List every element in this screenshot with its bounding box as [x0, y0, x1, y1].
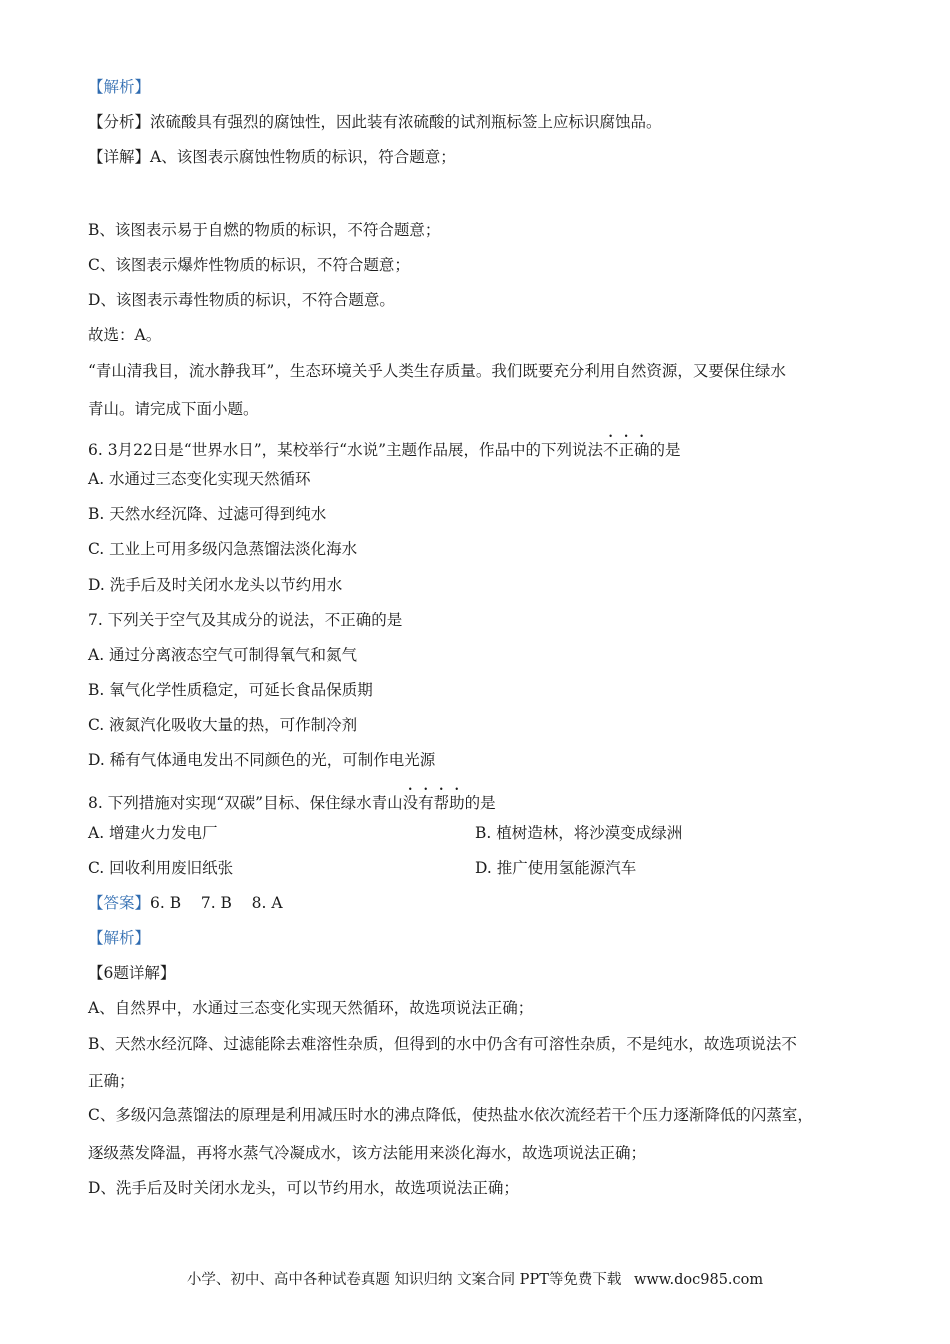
- q7-option-a: A. 通过分离液态空气可制得氧气和氮气: [88, 646, 358, 664]
- conclusion: 故选：A。: [88, 326, 162, 344]
- q6-detail-b-2: 正确；: [88, 1072, 135, 1090]
- fenxi-tag: 【分析】: [88, 113, 151, 131]
- q6-option-d: D. 洗手后及时关闭水龙头以节约用水: [88, 576, 343, 594]
- answer-text: 6. B 7. B 8. A: [150, 894, 283, 912]
- xiangjie-option-d: D、该图表示毒性物质的标识，不符合题意。: [88, 291, 395, 309]
- xiangjie-paragraph: [88, 146, 456, 168]
- q6-stem-pre: 6. 3月22日是“世界水日”，某校举行“水说”主题作品展，作品中的下列说法: [88, 441, 603, 459]
- q6-detail-c-2: 逐级蒸发降温，再将水蒸气冷凝成水，该方法能用来淡化海水，故选项说法正确；: [88, 1144, 647, 1162]
- q8-stem-pre: 8. 下列措施对实现“双碳”目标、保住绿水青山: [88, 794, 403, 812]
- q6-detail-c-1: C、多级闪急蒸馏法的原理是利用减压时水的沸点降低，使热盐水依次流经若干个压力逐渐降低的闪蒸室，: [88, 1106, 813, 1124]
- fenxi-paragraph: [88, 111, 662, 133]
- q8-option-d: D. 推广使用氢能源汽车: [475, 859, 637, 877]
- footer-text: 小学、初中、高中各种试卷真题 知识归纳 文案合同 PPT等免费下载: [186, 1272, 622, 1288]
- q7-option-c: C. 液氮汽化吸收大量的热，可作制冷剂: [88, 716, 358, 734]
- q6-option-a: A. 水通过三态变化实现天然循环: [88, 470, 311, 488]
- intro-line-1: “青山清我目，流水静我耳”，生态环境关乎人类生存质量。我们既要充分利用自然资源，又要保住绿水: [88, 362, 786, 380]
- jiexi-heading: 【解析】: [88, 78, 151, 96]
- question-8-stem: [88, 785, 496, 814]
- q6-detail-b-1: B、天然水经沉降、过滤能除去难溶性杂质，但得到的水中仍含有可溶性杂质，不是纯水，故选项说法不: [88, 1035, 797, 1053]
- q6-option-b: B. 天然水经沉降、过滤可得到纯水: [88, 505, 327, 523]
- q6-option-c: C. 工业上可用多级闪急蒸馏法淡化海水: [88, 540, 358, 558]
- xiangjie-option-a: A、该图表示腐蚀性物质的标识，符合题意；: [150, 148, 456, 166]
- q8-stem-post: 的是: [464, 794, 496, 812]
- q8-option-a: A. 增建火力发电厂: [88, 824, 218, 842]
- q6-stem-emphasis: 不正确: [603, 441, 650, 459]
- q6-detail-a: A、自然界中，水通过三态变化实现天然循环，故选项说法正确；: [88, 999, 534, 1017]
- q7-option-d: D. 稀有气体通电发出不同颜色的光，可制作电光源: [88, 751, 436, 769]
- page-footer: [0, 1268, 950, 1289]
- q6-stem-post: 的是: [649, 441, 681, 459]
- q7-option-b: B. 氧气化学性质稳定，可延长食品保质期: [88, 681, 373, 699]
- answer-line: [88, 892, 283, 914]
- xiangjie-option-c: C、该图表示爆炸性物质的标识，不符合题意；: [88, 256, 410, 274]
- xiangjie-tag: 【详解】: [88, 148, 151, 166]
- fenxi-text: 浓硫酸具有强烈的腐蚀性，因此装有浓硫酸的试剂瓶标签上应标识腐蚀品。: [150, 113, 662, 131]
- xiangjie-option-b: B、该图表示易于自燃的物质的标识，不符合题意；: [88, 221, 441, 239]
- intro-line-2: 青山。请完成下面小题。: [88, 400, 259, 418]
- q8-option-c: C. 回收利用废旧纸张: [88, 859, 234, 877]
- answer-tag: 【答案】: [88, 894, 151, 912]
- q8-stem-emphasis: 没有帮助: [402, 794, 465, 812]
- jiexi-heading-2: 【解析】: [88, 929, 151, 947]
- q8-option-b: B. 植树造林，将沙漠变成绿洲: [475, 824, 683, 842]
- q6-detail-d: D、洗手后及时关闭水龙头，可以节约用水，故选项说法正确；: [88, 1179, 519, 1197]
- question-7-stem: 7. 下列关于空气及其成分的说法，不正确的是: [88, 611, 403, 629]
- question-6-stem: [88, 432, 681, 461]
- footer-url[interactable]: www.doc985.com: [633, 1272, 764, 1288]
- q6-detail-title: 【6题详解】: [88, 964, 176, 982]
